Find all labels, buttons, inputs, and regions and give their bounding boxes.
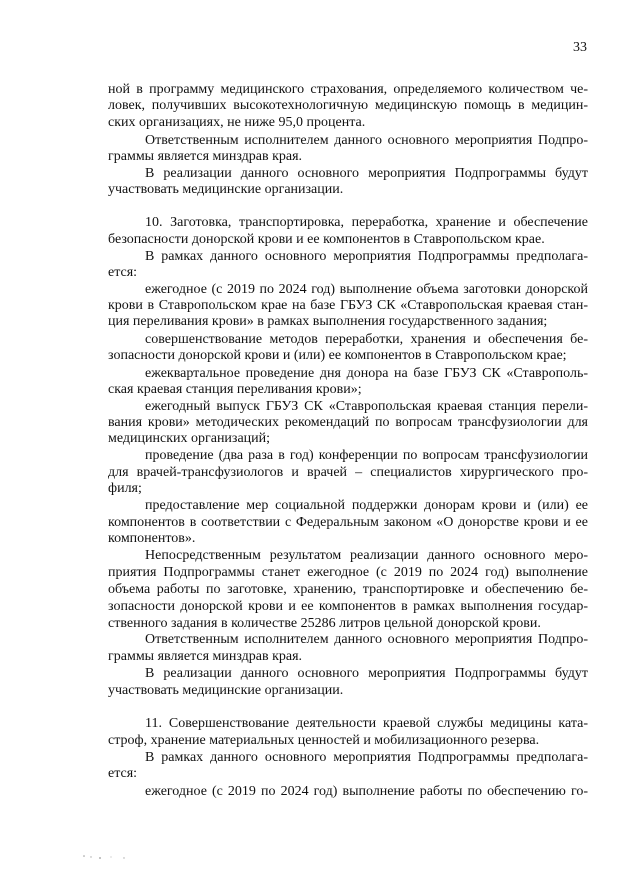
text-line: приятия Подпрограммы станет ежегодное (с 2019 по 2024 год) выполнение <box>108 565 588 580</box>
text-line: зопасности донорской крови и ее компонентов в рамках выполнения государ- <box>108 599 588 614</box>
text-line: Ответственным исполнителем данного основного мероприятия Подпро- <box>145 133 588 148</box>
text-line: компонентов в соответствии с Федеральным законом «О донорстве крови и ее <box>108 515 588 530</box>
text-line: В рамках данного основного мероприятия Подпрограммы предполага- <box>145 249 588 264</box>
text-line: объема работы по заготовке, хранению, транспортировке и обеспечению бе- <box>108 582 588 597</box>
text-line: крови в Ставропольском крае на базе ГБУЗ СК «Ставропольская краевая стан- <box>108 298 588 313</box>
text-line: В рамках данного основного мероприятия Подпрограммы предполага- <box>145 750 588 765</box>
text-line: ется: <box>108 766 138 781</box>
text-line: В реализации данного основного мероприятия Подпрограммы будут <box>145 666 588 681</box>
text-line: ция переливания крови» в рамках выполнения государственного задания; <box>108 314 548 329</box>
text-line: Ответственным исполнителем данного основного мероприятия Подпро- <box>145 632 588 647</box>
text-line: ская краевая станция переливания крови»; <box>108 382 362 397</box>
text-line: проведение (два раза в год) конференции по вопросам трансфузиологии <box>145 448 588 463</box>
section-heading: 10. Заготовка, транспортировка, переработка, хранение и обеспечение <box>145 215 588 230</box>
text-line: участвовать медицинские организации. <box>108 182 344 197</box>
text-line: ственного задания в количестве 25286 литров цельной донорской крови. <box>108 616 541 631</box>
section-heading: 11. Совершенствование деятельности краевой службы медицины ката- <box>145 716 588 731</box>
text-line: ежегодное (с 2019 по 2024 год) выполнение объема заготовки донорской <box>145 282 588 297</box>
text-line: граммы является минздрав края. <box>108 149 303 164</box>
section-heading: безопасности донорской крови и ее компонентов в Ставропольском крае. <box>108 232 545 247</box>
text-line: совершенствование методов переработки, хранения и обеспечения бе- <box>145 332 588 347</box>
text-line: ется: <box>108 265 138 280</box>
text-line: для врачей-трансфузиологов и врачей – специалистов хирургического про- <box>108 465 588 480</box>
text-line: ежеквартальное проведение дня донора на базе ГБУЗ СК «Ставрополь- <box>145 366 588 381</box>
text-line: медицинских организаций; <box>108 431 271 446</box>
text-line: филя; <box>108 481 142 496</box>
text-line: участвовать медицинские организации. <box>108 683 344 698</box>
text-line: ной в программу медицинского страхования, определяемого количеством че- <box>108 82 588 97</box>
scan-artifact <box>80 852 132 862</box>
text-line: ежегодное (с 2019 по 2024 год) выполнение работы по обеспечению го- <box>145 784 588 799</box>
page-number: 33 <box>573 40 587 55</box>
text-line: вания крови» методических рекомендаций по вопросам трансфузиологии для <box>108 415 588 430</box>
text-line: предоставление мер социальной поддержки донорам крови и (или) ее <box>145 498 588 513</box>
text-line: граммы является минздрав края. <box>108 649 303 664</box>
text-line: компонентов». <box>108 531 196 546</box>
text-line: ежегодный выпуск ГБУЗ СК «Ставропольская краевая станция перели- <box>145 399 588 414</box>
text-line: ских организациях, не ниже 95,0 процента. <box>108 115 366 130</box>
text-line: зопасности донорской крови и (или) ее компонентов в Ставропольском крае; <box>108 348 567 363</box>
text-line: В реализации данного основного мероприятия Подпрограммы будут <box>145 166 588 181</box>
text-line: Непосредственным результатом реализации данного основного меро- <box>145 548 588 563</box>
section-heading: строф, хранение материальных ценностей и мобилизационного резерва. <box>108 733 540 748</box>
text-line: ловек, получивших высокотехнологичную медицинскую помощь в медицин- <box>108 98 588 113</box>
